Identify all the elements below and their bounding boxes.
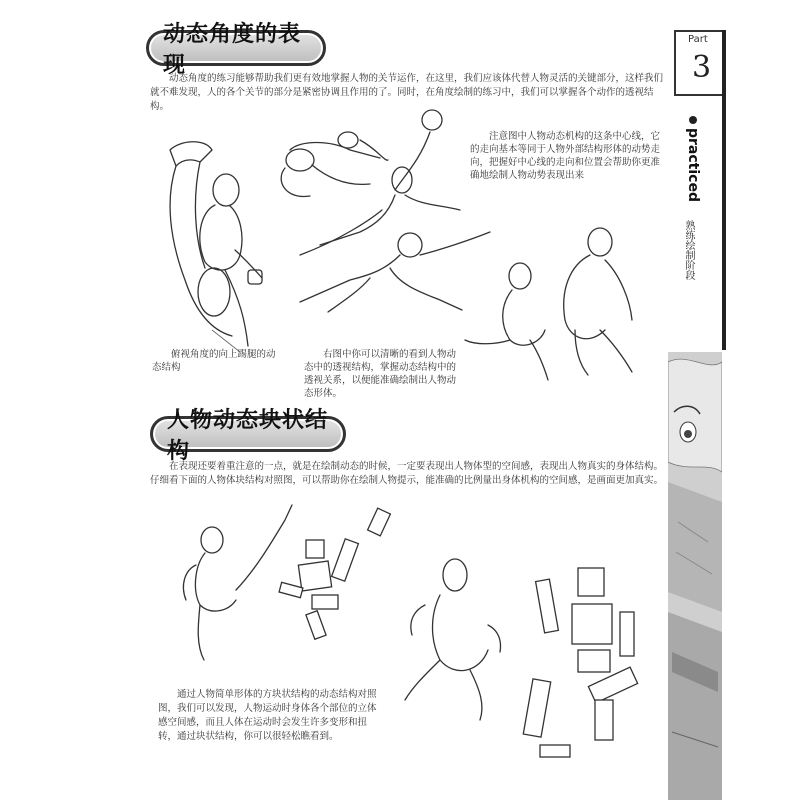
note-center-line: 注意图中人物动态机构的这条中心线，它的走向基本等同于人物外部结构形体的动势走向，把握好中心线的走向和位置会帮助你更准确地绘制人物动势表现出来 [470,131,661,181]
bullet-icon [689,116,697,124]
sidebar-rule [722,30,726,350]
anime-illustration-strip [668,352,722,800]
note-perspective: 右图中你可以清晰的看到人物动态中的透视结构，掌握动态结构中的透视关系，以便能准确绘制出人物动态形体。 [304,349,457,399]
part-label: Part [688,34,708,45]
note-block-comparison: 通过人物简单形体的方块状结构的动态结构对照图，我们可以发现，人物运动时身体各个部位的立体感空间感，而且人体在运动时会发生许多变形和扭转，通过块状结构，你可以很轻松瞧看到。 [158,689,377,742]
part-number: 3 [692,50,712,85]
practiced-heading [670,116,716,216]
part-tab [674,30,722,96]
figure-kick-organic [183,505,292,660]
chapter-subtitle: 熟练绘制阶段 [683,220,694,280]
figure-kneel-blocks [523,568,637,757]
section-title-dynamic-angle: 动态角度的表现 [146,30,326,66]
section-title-block-structure: 人物动态块状结构 [150,416,346,452]
anime-girl-image [668,352,722,800]
section2-intro: 在表现还要着重注意的一点，就是在绘制动态的时候，一定要表现出人物体型的空间感，表现出人物真实的身体结构。仔细看下面的人物体块结构对照图，可以帮助你在绘制人物提示，能准确的比例量出身体机构的空间感，是画面更加真实。 [150,461,664,486]
practiced-label: practiced [685,128,701,202]
figure-kick-blocks [279,508,390,639]
figure-kneel-organic [405,559,501,720]
section1-intro: 动态角度的练习能够帮助我们更有效地掌握人物的关节运作，在这里，我们应该体代替人物灵活的关键部分，这样我们就不难发现，人的各个关节的部分是紧密协调且作用的了。同时，在角度绘制的练习中，我们可以掌握各个动作的透视结构。 [150,73,664,112]
note-kick-caption: 俯视角度的向上踢腿的动态结构 [152,349,276,373]
